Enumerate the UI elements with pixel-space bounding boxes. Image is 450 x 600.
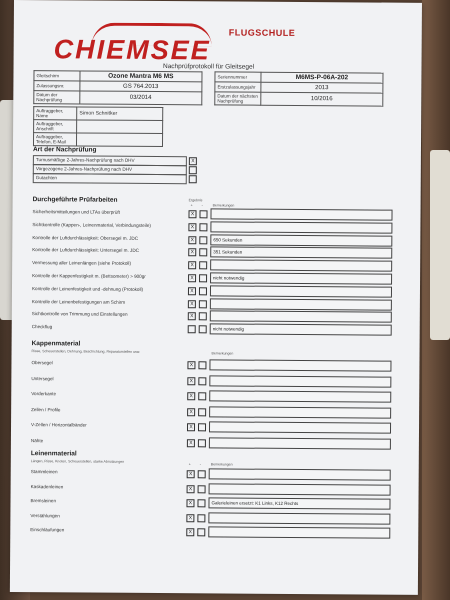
contact-row xyxy=(33,133,162,147)
logo-chiemsee: CHIEMSEE xyxy=(53,34,211,66)
col-bemerkungen: Bemerkungen xyxy=(210,462,233,467)
leine-plus-box: X xyxy=(187,470,195,478)
kappe-row-label: Vorderkante xyxy=(31,391,57,397)
col-minus: - xyxy=(199,462,201,467)
leine-minus-box xyxy=(198,470,206,478)
info-value: 03/2014 xyxy=(80,91,202,105)
contact-row xyxy=(34,120,163,134)
info-value: GS 764.2013 xyxy=(80,81,202,92)
pruef-plus-box: X xyxy=(188,261,196,269)
leine-row-label: Verstählungen xyxy=(30,512,60,518)
pruef-minus-box xyxy=(199,313,207,321)
pruef-row-label: Sicherheitsmitteilungen und LTAs überprüft xyxy=(32,209,120,215)
pruef-plus-box: X xyxy=(188,274,196,282)
leine-minus-box xyxy=(197,528,205,536)
pruef-plus-box: X xyxy=(188,249,196,257)
pruef-row-label: Kontrolle der Leinenbefestigungen am Schirm xyxy=(31,298,126,305)
pruef-minus-box xyxy=(199,300,207,308)
pruef-minus-box xyxy=(199,325,207,333)
keyboard-right xyxy=(430,150,450,340)
pruef-minus-box xyxy=(199,249,207,257)
section-art-title: Art der Nachprüfung xyxy=(32,146,97,154)
info-value: M6MS-P-06A-202 xyxy=(261,72,383,83)
kappe-row-label: Nähte xyxy=(30,437,44,443)
leine-plus-box: X xyxy=(186,514,194,522)
leine-row-label: Stammleinen xyxy=(30,469,58,475)
col-ergebnis: Ergebnis xyxy=(188,198,203,203)
pruef-row-label: Checkflug xyxy=(31,324,53,330)
col-minus: - xyxy=(201,203,203,208)
pruef-plus-box: X xyxy=(188,300,196,308)
kappe-remark xyxy=(209,437,391,449)
pruef-row-label: Kontrolle der Leinenfestigkeit und -dehnung (Protokoll) xyxy=(31,285,144,292)
info-value: Ozone Mantra M6 MS xyxy=(80,71,202,82)
art-checkbox xyxy=(189,175,197,183)
kappe-plus-box: X xyxy=(187,361,195,369)
pruef-plus-box: X xyxy=(188,210,196,218)
pruef-remark xyxy=(210,311,392,323)
kappe-plus-box: X xyxy=(187,439,195,447)
info-label: Erstzulassungsjahr xyxy=(215,82,261,92)
contact-label: Auftraggeber, Anschrift xyxy=(34,120,77,133)
pruef-remark xyxy=(210,285,392,297)
kappe-remark xyxy=(209,375,391,387)
pruef-plus-box: X xyxy=(188,223,196,231)
logo-flugschule: FLUGSCHULE xyxy=(228,27,296,38)
leine-minus-box xyxy=(197,514,205,522)
pruef-minus-box xyxy=(199,210,207,218)
section-pruef-title: Durchgeführte Prüfarbeiten xyxy=(32,196,118,204)
info-label: Datum der Nachprüfung xyxy=(34,91,80,104)
document-title: Nachprüfprotokoll für Gleitsegel xyxy=(162,63,255,71)
pruef-plus-box: X xyxy=(188,287,196,295)
pruef-remark: 351 Sekunden xyxy=(210,247,392,259)
pruef-row-label: Sichtkontrolle von Trimmung und Einstellungen xyxy=(31,311,128,318)
contact-value: Simon Schnitker xyxy=(77,107,163,121)
section-kappe-subtitle: Risse, Scheuerstellen, Dehnung, Beschichtung, Reparaturstellen usw. xyxy=(31,349,141,354)
pruef-minus-box xyxy=(199,223,207,231)
section-leine-title: Leinenmaterial xyxy=(30,450,77,458)
info-value: 10/2016 xyxy=(261,92,383,106)
art-row-label: Gutachten xyxy=(33,173,187,184)
info-table xyxy=(33,70,383,106)
leine-row-label: Bremsleinen xyxy=(30,498,57,504)
leine-remark xyxy=(209,483,391,495)
kappe-minus-box xyxy=(198,361,206,369)
leine-row-label: Kaskadenleinen xyxy=(30,483,64,489)
leine-row-label: Einschläufungen xyxy=(30,527,65,533)
info-label: Datum der nächsten Nachprüfung xyxy=(215,92,261,105)
pruef-row-label: Kontrolle der Luftdurchlässigkeit: Untersegel m. JDC xyxy=(32,247,140,254)
art-checkbox xyxy=(189,166,197,174)
art-row-label: Turnusmäßige 2-Jahres-Nachprüfung nach DHV xyxy=(33,155,187,166)
leine-remark xyxy=(208,526,390,538)
pruef-minus-box xyxy=(199,261,207,269)
info-label: Zulassungsnr. xyxy=(34,81,80,91)
pruef-minus-box xyxy=(199,236,207,244)
pruef-remark: nicht notwendig xyxy=(210,272,392,284)
art-checkbox: X xyxy=(189,157,197,165)
info-value: 2013 xyxy=(261,82,383,93)
pruef-remark xyxy=(210,298,392,310)
kappe-minus-box xyxy=(198,377,206,385)
contact-row xyxy=(34,107,163,121)
kappe-plus-box: X xyxy=(187,392,195,400)
pruef-remark: 650 Sekunden xyxy=(210,234,392,246)
kappe-plus-box: X xyxy=(187,408,195,416)
contact-label: Auftraggeber, Telefon, E-Mail xyxy=(33,133,76,146)
pruef-row-label: Kontrolle der Kappenfestigkeit m. (Bettsometer) > 900gr xyxy=(32,273,146,279)
leine-plus-box: X xyxy=(186,528,194,536)
leine-remark xyxy=(209,468,391,480)
pruef-row-label: Vermessung aller Leinenlängen (siehe Protokoll) xyxy=(32,260,132,267)
protocol-sheet xyxy=(10,0,422,595)
leine-remark: Galerieleinen ersetzt: K1 Links, K12 Rechts xyxy=(208,497,390,509)
pruef-remark xyxy=(210,260,392,272)
kappe-remark xyxy=(209,359,391,371)
kappe-remark xyxy=(209,421,391,433)
pruef-row-label: Sichtkontrolle (Kappen-, Leinenmaterial, Verbindungsteile) xyxy=(32,221,151,228)
pruef-remark xyxy=(210,221,392,233)
leine-plus-box: X xyxy=(187,485,195,493)
pruef-remark: nicht notwendig xyxy=(210,324,392,336)
info-label: Seriennummer xyxy=(215,72,261,82)
kappe-row-label: V-Zellen / Horizontalbänder xyxy=(31,422,87,428)
pruef-minus-box xyxy=(199,287,207,295)
kappe-minus-box xyxy=(198,439,206,447)
contact-label: Auftraggeber, Name xyxy=(34,107,77,120)
kappe-remark xyxy=(209,406,391,418)
col-bemerkungen: Bemerkungen xyxy=(212,203,235,208)
kappe-minus-box xyxy=(198,392,206,400)
contact-table xyxy=(33,106,163,147)
pruef-plus-box: X xyxy=(188,313,196,321)
contact-value xyxy=(77,133,163,147)
col-plus: + xyxy=(188,462,191,467)
leine-remark xyxy=(208,512,390,524)
info-label: Gleitschirm xyxy=(34,71,80,81)
art-row-label: Vorgezogene 2-Jahres-Nachprüfung nach DHV xyxy=(33,164,187,175)
contact-value xyxy=(77,120,163,134)
pruef-plus-box xyxy=(188,325,196,333)
col-plus: + xyxy=(190,203,193,208)
kappe-plus-box: X xyxy=(187,377,195,385)
pruef-plus-box: X xyxy=(188,236,196,244)
kappe-row-label: Zellen / Profile xyxy=(31,406,61,412)
leine-minus-box xyxy=(197,499,205,507)
pruef-minus-box xyxy=(199,274,207,282)
pruef-row-label: Kontrolle der Luftdurchlässigkeit: Obersegel m. JDC xyxy=(32,234,139,241)
kappe-row-label: Untersegel xyxy=(31,375,54,381)
section-leine-subtitle: Längen, Risse, Knoten, Scheuerstellen, starke Abnutzungen xyxy=(30,459,125,464)
pruef-remark xyxy=(210,208,392,220)
info-row xyxy=(34,91,383,106)
kappe-minus-box xyxy=(198,423,206,431)
kappe-minus-box xyxy=(198,408,206,416)
section-kappe-title: Kappenmaterial xyxy=(31,340,81,348)
kappe-plus-box: X xyxy=(187,423,195,431)
kappe-remark xyxy=(209,390,391,402)
kappe-row-label: Obersegel xyxy=(31,360,53,366)
leine-minus-box xyxy=(198,485,206,493)
col-bemerkungen: Bemerkungen xyxy=(211,351,234,356)
leine-plus-box: X xyxy=(186,499,194,507)
